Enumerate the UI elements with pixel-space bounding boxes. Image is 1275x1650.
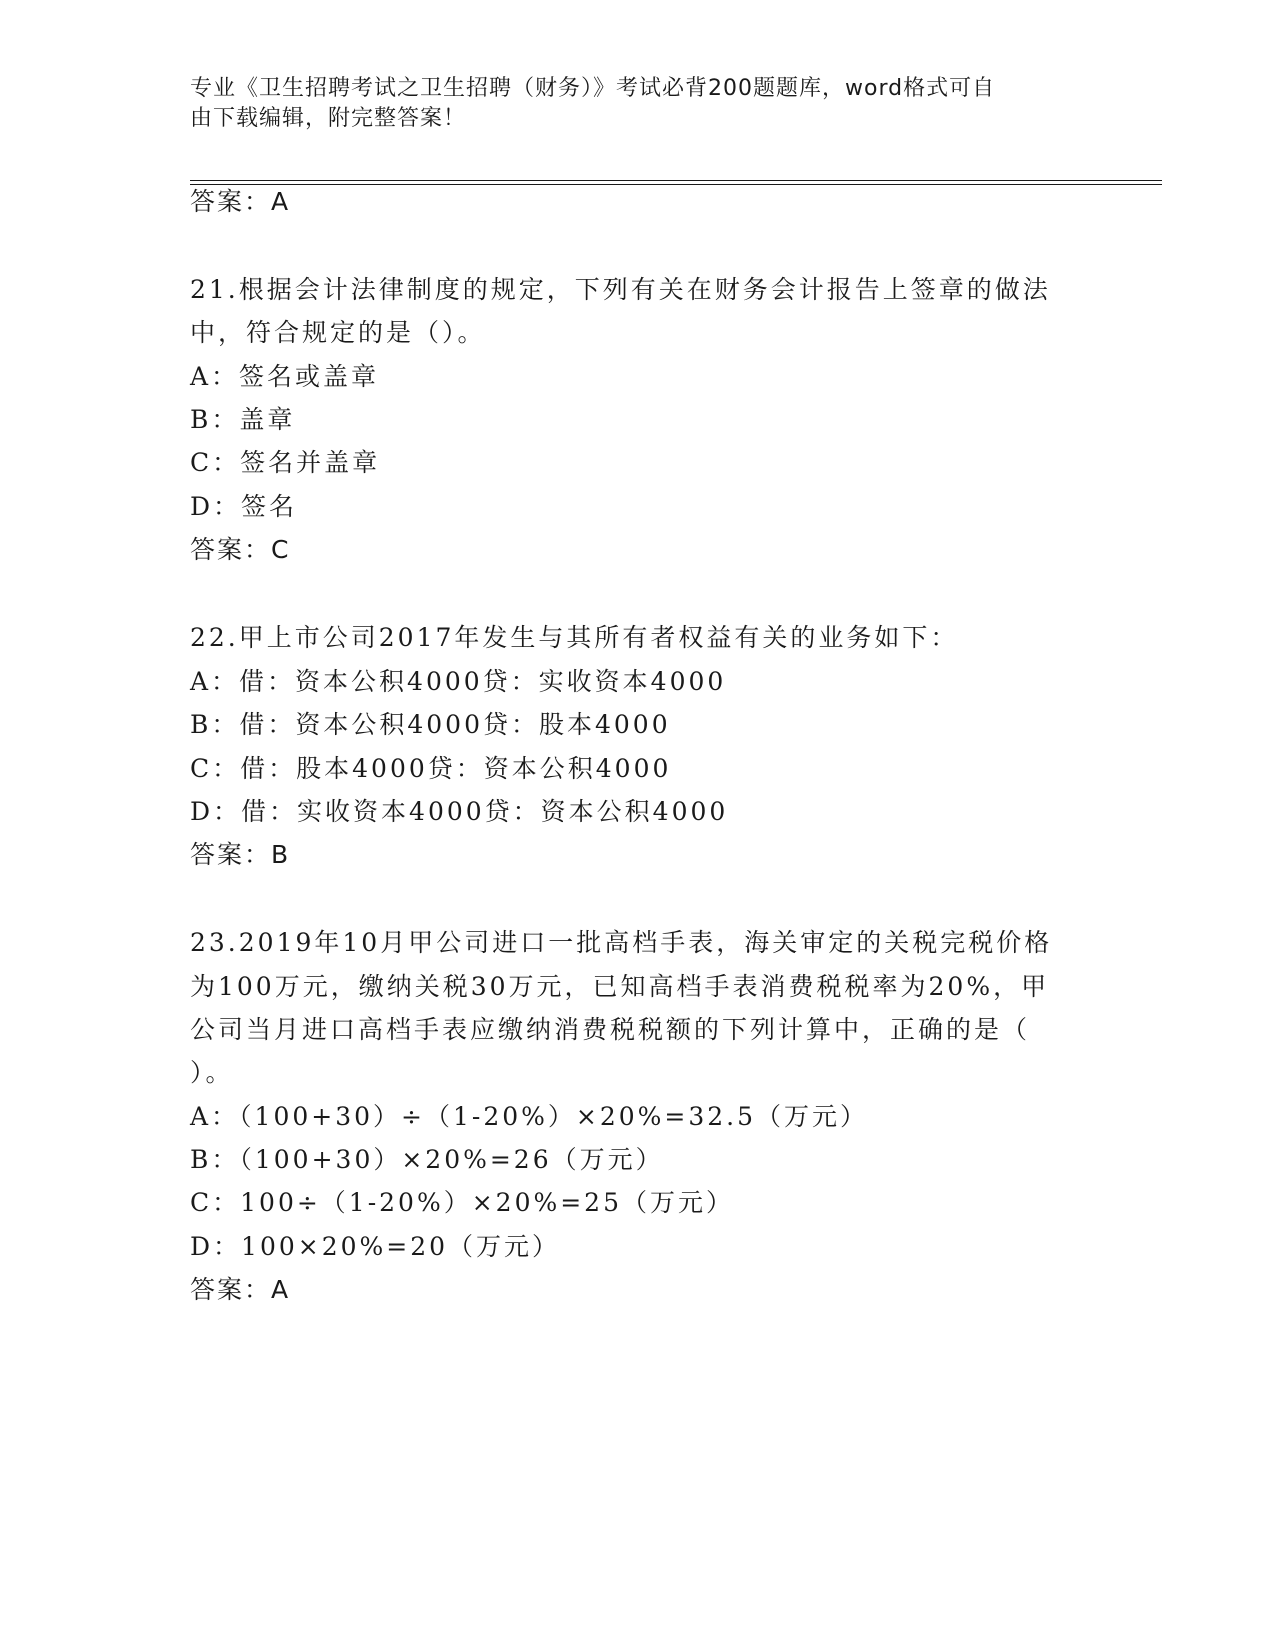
- question-22-text: 22.甲上市公司2017年发生与其所有者权益有关的业务如下：: [190, 623, 959, 652]
- question-23-text-cont-3: ）。: [190, 1058, 234, 1087]
- header-divider: [190, 180, 1162, 181]
- question-22-option-b: B：借：资本公积4000贷：股本4000: [190, 710, 671, 739]
- question-22-option-c: C：借：股本4000贷：资本公积4000: [190, 754, 672, 783]
- question-21-option-a: A：签名或盖章: [190, 362, 380, 391]
- question-21-option-c: C：签名并盖章: [190, 448, 381, 477]
- header-line-1: 专业《卫生招聘考试之卫生招聘（财务）》考试必背200题题库，word格式可自: [190, 76, 996, 101]
- question-21-text-cont: 中，符合规定的是（）。: [190, 318, 486, 347]
- question-23-option-c: C：100÷（1-20%）×20%=25（万元）: [190, 1188, 734, 1217]
- question-21-text: 21.根据会计法律制度的规定，下列有关在财务会计报告上签章的做法: [190, 275, 1051, 304]
- document-header: [190, 74, 1090, 134]
- question-23-option-b: B：（100+30）×20%=26（万元）: [190, 1145, 664, 1174]
- question-21-option-d: D：签名: [190, 492, 298, 521]
- question-23-option-d: D：100×20%=20（万元）: [190, 1232, 561, 1261]
- question-21-option-b: B：盖章: [190, 405, 296, 434]
- header-line-2: 由下载编辑，附完整答案！: [190, 106, 467, 131]
- question-21-answer: 答案：C: [190, 535, 291, 564]
- header-divider-double: [190, 184, 1162, 185]
- question-23-text-cont-2: 公司当月进口高档手表应缴纳消费税税额的下列计算中，正确的是（: [190, 1015, 1031, 1044]
- question-22-option-d: D：借：实收资本4000贷：资本公积4000: [190, 797, 729, 826]
- previous-answer: 答案：A: [190, 187, 291, 216]
- question-23-option-a: A：（100+30）÷（1-20%）×20%=32.5（万元）: [190, 1102, 869, 1131]
- question-23-text-cont-1: 为100万元，缴纳关税30万元，已知高档手表消费税税率为20%，甲: [190, 972, 1050, 1001]
- question-22-answer: 答案：B: [190, 840, 291, 869]
- question-23-answer: 答案：A: [190, 1275, 291, 1304]
- question-22-option-a: A：借：资本公积4000贷：实收资本4000: [190, 667, 727, 696]
- question-23-text: 23.2019年10月甲公司进口一批高档手表，海关审定的关税完税价格: [190, 928, 1053, 957]
